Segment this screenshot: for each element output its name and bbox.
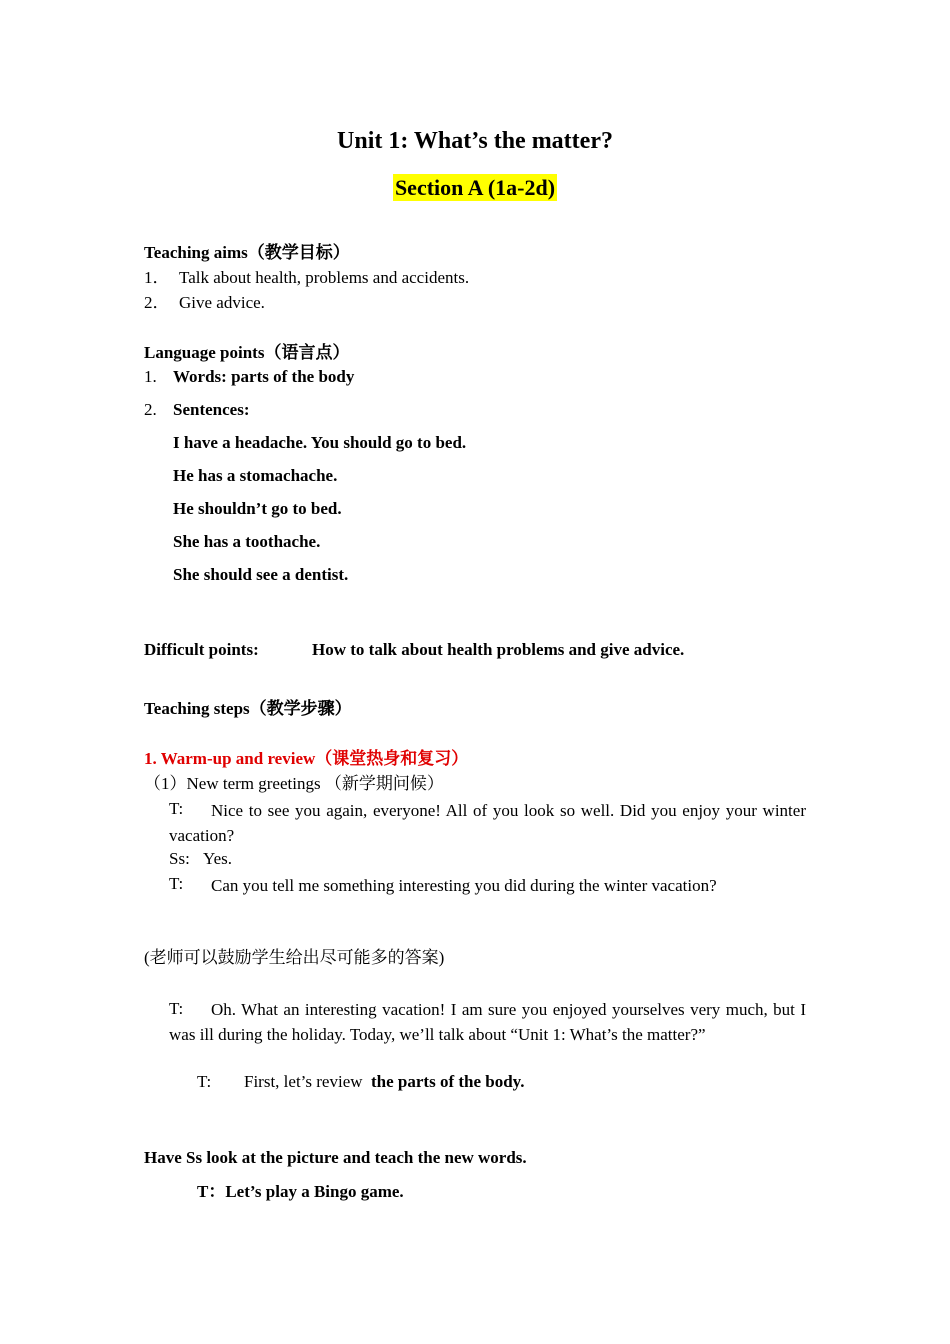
- sentence-item-4: She has a toothache.: [173, 532, 321, 551]
- sentence-item-3: He shouldn’t go to bed.: [173, 499, 342, 518]
- aim-text-1: Talk about health, problems and accidents.: [179, 268, 470, 287]
- dialog-text-5-plain: First, let’s review: [244, 1072, 363, 1091]
- instruction-text: Have Ss look at the picture and teach the new words.: [144, 1148, 527, 1167]
- step1-heading: 1. Warm-up and review（课堂热身和复习）: [144, 749, 469, 768]
- section-heading-wrapper: [0, 175, 950, 201]
- dialog-speaker-3: T:: [169, 874, 184, 893]
- dialog-text-2: Yes.: [203, 849, 232, 868]
- dialog-speaker-2: Ss:: [169, 849, 190, 868]
- aim-text-2: Give advice.: [179, 293, 265, 312]
- words-number: 1.: [144, 367, 157, 386]
- section-heading: Section A (1a-2d): [394, 175, 556, 200]
- teacher-note: (老师可以鼓励学生给出尽可能多的答案): [144, 948, 445, 967]
- dialog-text-3-content: Can you tell me something interesting you did during the winter vacation?: [211, 876, 717, 895]
- sentence-item-1: I have a headache. You should go to bed.: [173, 433, 467, 452]
- teaching-aims-heading: Teaching aims（教学目标）: [144, 243, 350, 262]
- dialog-speaker-1: T:: [169, 799, 184, 818]
- dialog-text-5-bold: the parts of the body.: [371, 1072, 525, 1091]
- difficult-points-text: How to talk about health problems and give advice.: [312, 640, 685, 659]
- dialog-text-4-content: Oh. What an interesting vacation! I am sure you enjoyed yourselves very much, but I was ill during the holiday. Today, we’ll talk about “Unit 1: What’s the matter?”: [169, 1000, 806, 1044]
- sentence-item-5: She should see a dentist.: [173, 565, 349, 584]
- words-label: Words: parts of the body: [173, 367, 355, 386]
- dialog-speaker-4: T:: [169, 999, 184, 1018]
- sentence-item-2: He has a stomachache.: [173, 466, 338, 485]
- bingo-line: T：Let’s play a Bingo game.: [197, 1182, 404, 1201]
- dialog-text-5: [244, 1071, 525, 1092]
- aim-number-2: 2．: [144, 293, 170, 312]
- dialog-speaker-5: T:: [197, 1072, 212, 1091]
- sentences-label: Sentences:: [173, 400, 250, 419]
- aim-number-1: 1．: [144, 268, 170, 287]
- dialog-text-1-content: Nice to see you again, everyone! All of you look so well. Did you enjoy your winter vacation?: [169, 801, 806, 845]
- dialog-text-3: [169, 873, 806, 898]
- sentences-number: 2.: [144, 400, 157, 419]
- language-points-heading: Language points（语言点）: [144, 343, 350, 362]
- difficult-points-label: Difficult points:: [144, 640, 259, 659]
- sub-step-1: （1）New term greetings （新学期问候）: [144, 774, 444, 793]
- dialog-text-1: [169, 798, 806, 848]
- document-title: Unit 1: What’s the matter?: [337, 128, 613, 154]
- teaching-steps-heading: Teaching steps（教学步骤）: [144, 699, 352, 718]
- dialog-text-4: [169, 998, 806, 1047]
